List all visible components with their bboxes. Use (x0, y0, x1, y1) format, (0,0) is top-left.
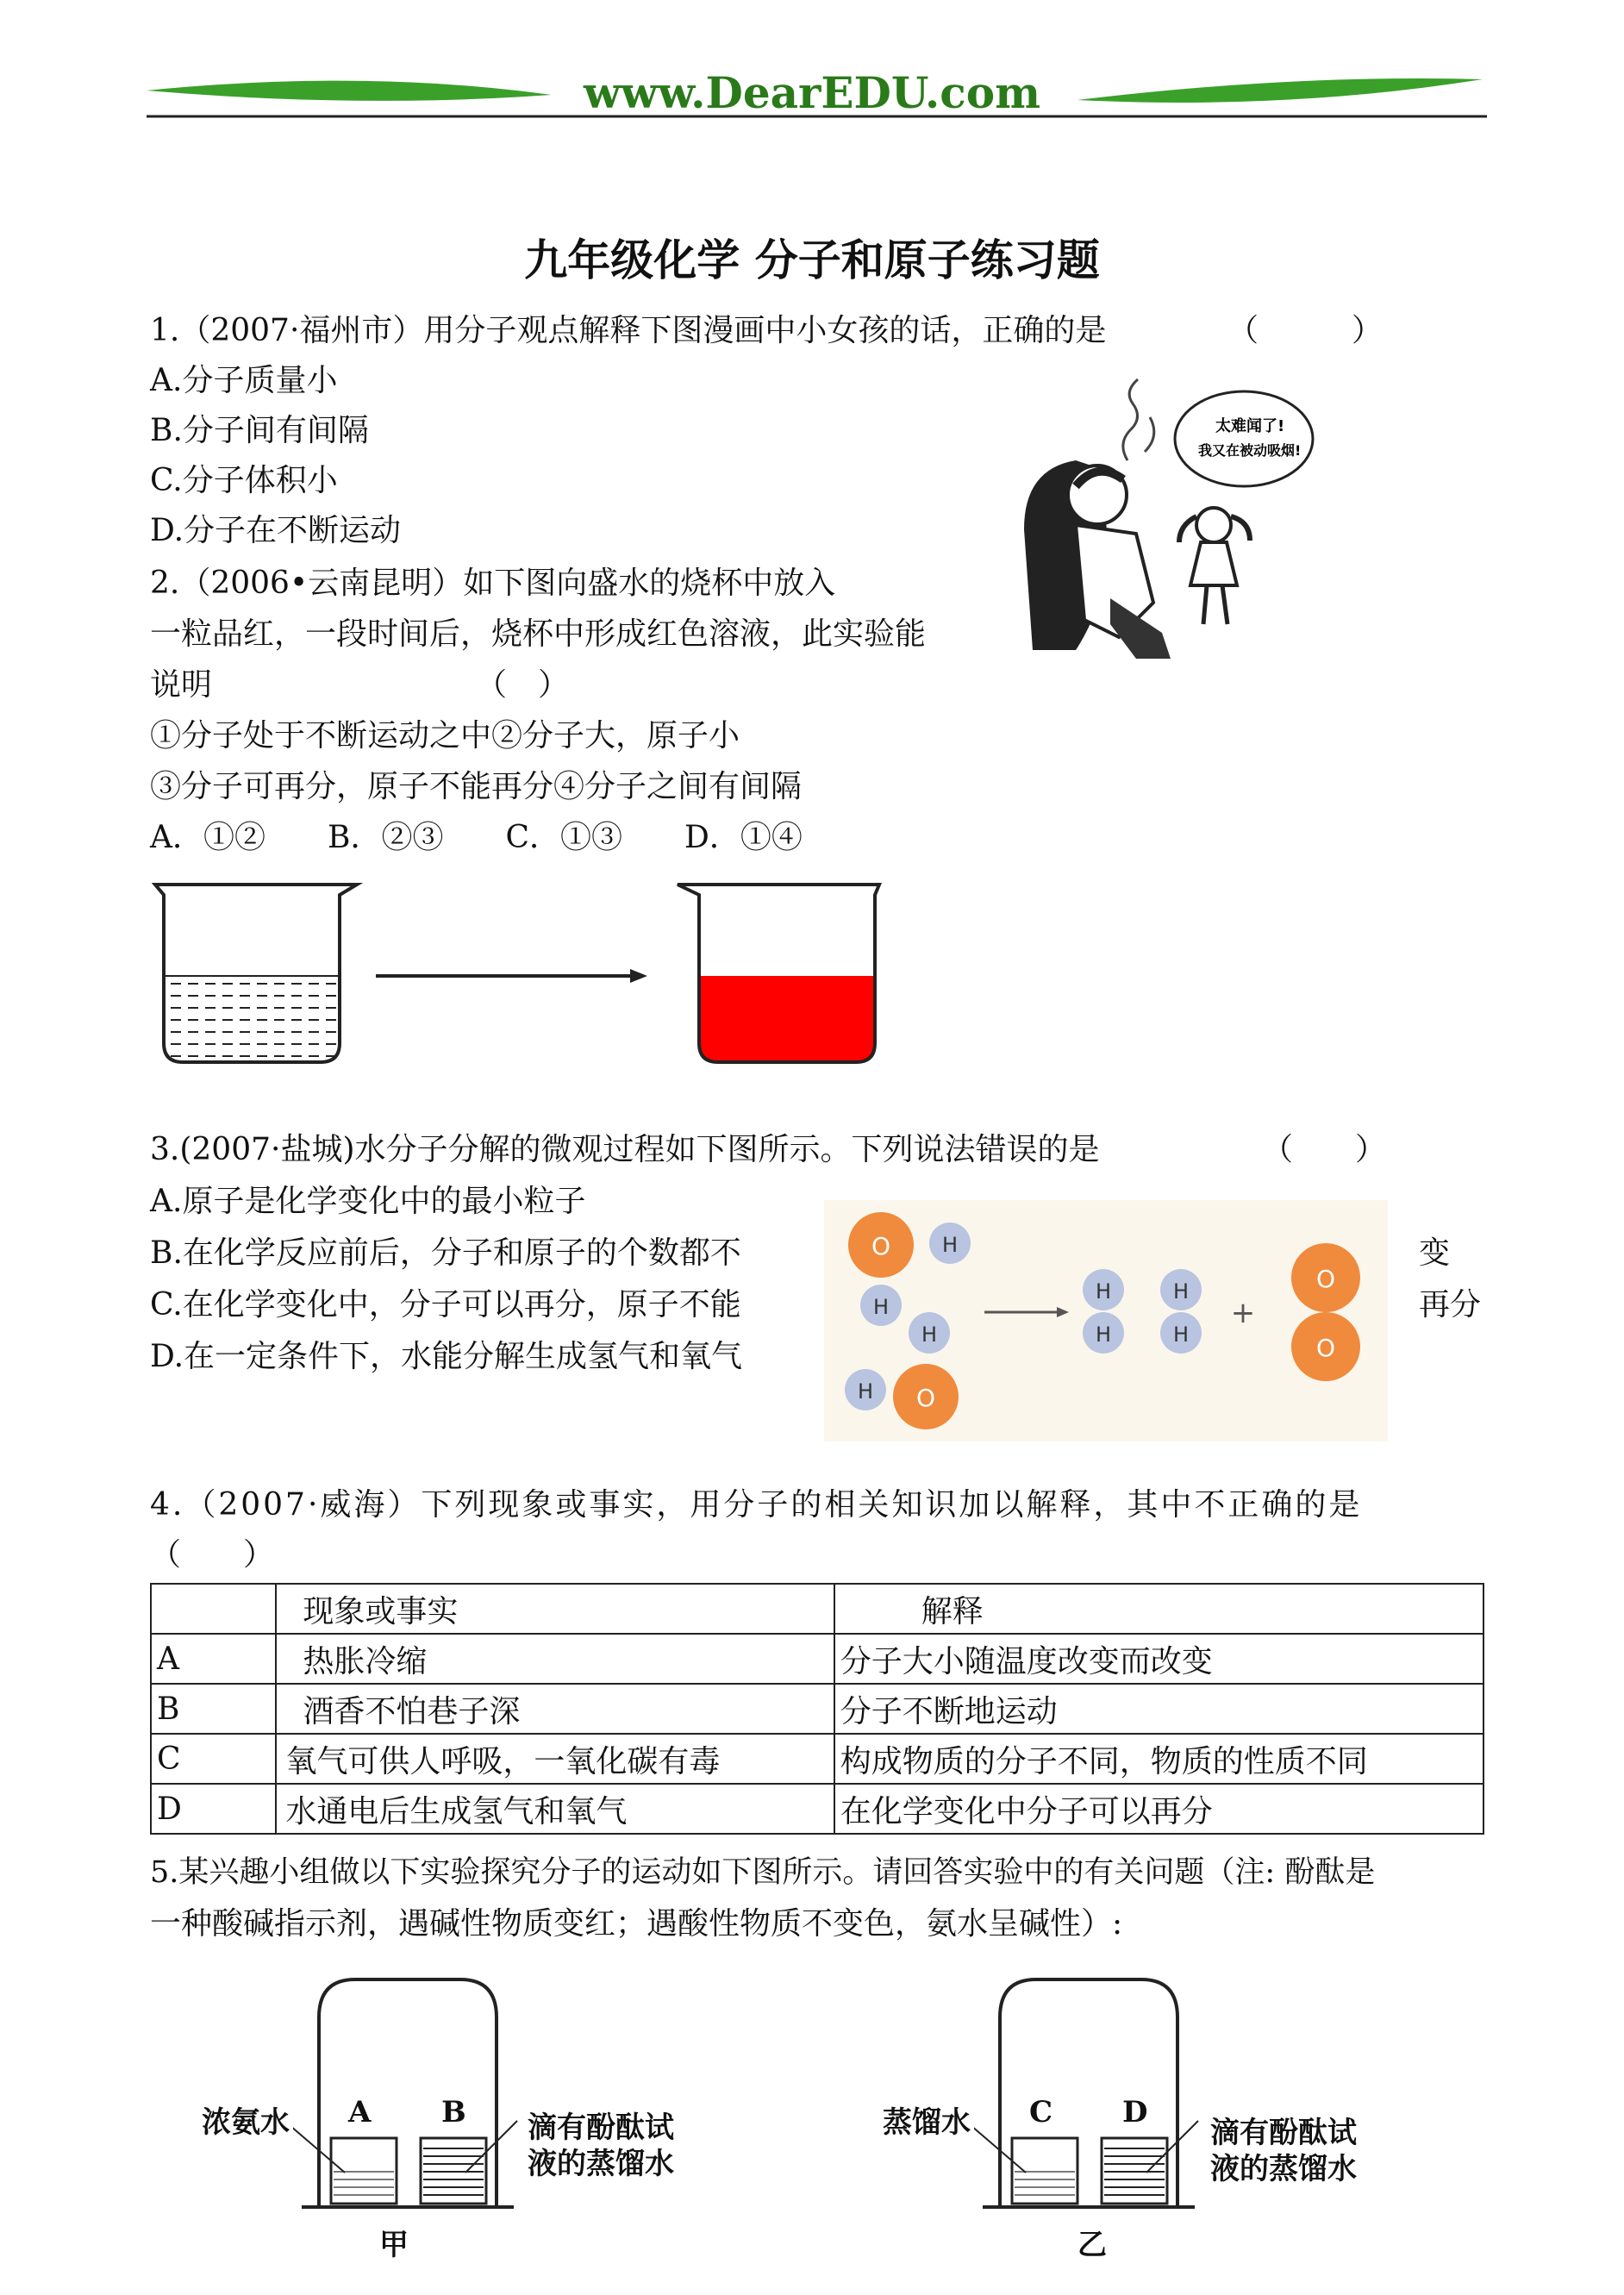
q2-line-2: 一粒品红，一段时间后，烧杯中形成红色溶液，此实验能 (150, 616, 927, 652)
table-cell: 酒香不怕巷子深 (276, 1684, 834, 1734)
svg-text:H: H (941, 1233, 959, 1257)
q3-option-c-tail: 再分 (1419, 1287, 1482, 1323)
smoke-icon (1123, 379, 1138, 460)
q1-option-d: D.分子在不断运动 (150, 513, 402, 548)
apparatus-jia (293, 1974, 526, 2224)
q4-table (150, 1583, 1484, 1835)
table-row (151, 1784, 1483, 1834)
smoking-cartoon-illustration (1015, 366, 1326, 676)
label-concentrated-ammonia: 浓氨水 (202, 2105, 290, 2140)
q4-answer-paren: （ ） (150, 1537, 275, 1573)
q1-option-a: A.分子质量小 (150, 363, 338, 398)
svg-text:H: H (1095, 1323, 1112, 1347)
plus-sign: + (1230, 1296, 1256, 1330)
label-b: B (441, 2095, 466, 2129)
q1-option-c: C.分子体积小 (150, 463, 338, 498)
q4-stem: 4.（2007·威海）下列现象或事实，用分子的相关知识加以解释，其中不正确的是 (150, 1487, 1363, 1523)
table-cell: 分子不断地运动 (834, 1684, 1483, 1734)
table-cell: C (151, 1734, 276, 1784)
q2-line-1: 2.（2006•云南昆明）如下图向盛水的烧杯中放入 (150, 566, 836, 601)
table-cell: 分子大小随温度改变而改变 (834, 1634, 1483, 1684)
q3-option-b: B.在化学反应前后，分子和原子的个数都不 (150, 1235, 741, 1271)
label-distilled-water: 蒸馏水 (883, 2105, 971, 2140)
svg-text:H: H (1095, 1279, 1112, 1304)
table-cell: 热胀冷缩 (276, 1634, 834, 1684)
table-cell: 氧气可供人呼吸，一氧化碳有毒 (276, 1734, 834, 1784)
bubble-line-2: 我又在被动吸烟! (1198, 442, 1302, 459)
q1-stem: 1.（2007·福州市）用分子观点解释下图漫画中小女孩的话，正确的是 (150, 313, 1107, 348)
svg-text:H: H (1172, 1323, 1190, 1347)
q1-answer-paren: （ ） (1227, 313, 1384, 348)
table-cell: 构成物质的分子不同，物质的性质不同 (834, 1734, 1483, 1784)
beaker-diagram (152, 881, 902, 1071)
q3-option-a: A.原子是化学变化中的最小粒子 (150, 1184, 586, 1219)
q2-line-3: 说明 （ ） (150, 667, 570, 703)
speech-bubble (1175, 391, 1313, 486)
q1-option-b: B.分子间有间隔 (150, 413, 369, 448)
table-row (151, 1634, 1483, 1684)
label-a: A (348, 2095, 372, 2129)
table-cell: A (151, 1634, 276, 1684)
q3-option-d: D.在一定条件下，水能分解生成氢气和氧气 (150, 1339, 743, 1374)
page-title: 九年级化学 分子和原子练习题 (524, 235, 1100, 285)
table-cell: 水通电后生成氢气和氧气 (276, 1784, 834, 1834)
q3-option-c: C.在化学变化中，分子可以再分，原子不能 (150, 1287, 741, 1323)
svg-text:H: H (857, 1379, 874, 1404)
table-header-row (151, 1584, 1483, 1634)
q2-statements-1: ①分子处于不断运动之中②分子大，原子小 (150, 718, 740, 754)
q3-answer-paren: （ ） (1262, 1132, 1387, 1167)
svg-text:H: H (921, 1323, 938, 1347)
q5-line-2: 一种酸碱指示剂，遇碱性物质变红；遇酸性物质不变色，氨水呈碱性）: (150, 1906, 1123, 1942)
svg-text:O: O (1315, 1334, 1336, 1362)
label-phenolphthalein-water-1: 滴有酚酞试 (1210, 2116, 1357, 2150)
table-cell: D (151, 1784, 276, 1834)
caption-yi: 乙 (1077, 2228, 1107, 2262)
label-phenolphthalein-water-1: 滴有酚酞试 (528, 2111, 674, 2145)
water-fill (164, 976, 340, 1062)
table-cell: 在化学变化中分子可以再分 (834, 1784, 1483, 1834)
table-cell (151, 1584, 276, 1634)
bubble-line-1: 太难闻了! (1215, 417, 1285, 435)
label-d: D (1122, 2095, 1148, 2129)
site-logo-text[interactable]: www.DearEDU.com (583, 67, 1040, 118)
svg-text:O: O (871, 1232, 891, 1260)
label-phenolphthalein-water-2: 液的蒸馏水 (528, 2147, 674, 2181)
q5-line-1: 5.某兴趣小组做以下实验探究分子的运动如下图所示。请回答实验中的有关问题（注: 酚酞是 (150, 1855, 1376, 1890)
table-header-cell: 现象或事实 (276, 1584, 834, 1634)
svg-text:O: O (915, 1384, 936, 1412)
q2-options: A．①② B．②③ C．①③ D．①④ (150, 820, 803, 855)
svg-text:H: H (1172, 1279, 1190, 1304)
table-cell: B (151, 1684, 276, 1734)
q3-stem: 3.(2007·盐城)水分子分解的微观过程如下图所示。下列说法错误的是 (150, 1132, 1100, 1167)
label-phenolphthalein-water-2: 液的蒸馏水 (1210, 2152, 1357, 2186)
apparatus-yi (974, 1974, 1207, 2224)
water-decomposition-diagram (824, 1200, 1388, 1441)
q2-statements-2: ③分子可再分，原子不能再分④分子之间有间隔 (150, 769, 803, 804)
red-solution-fill (699, 976, 875, 1062)
table-row (151, 1684, 1483, 1734)
svg-text:O: O (1315, 1265, 1336, 1293)
label-c: C (1029, 2095, 1053, 2129)
q3-option-b-tail: 变 (1419, 1235, 1451, 1271)
girl-head-icon (1196, 508, 1231, 542)
table-header-cell: 解释 (834, 1584, 1483, 1634)
table-row (151, 1734, 1483, 1784)
caption-jia: 甲 (379, 2228, 409, 2262)
svg-text:H: H (872, 1295, 890, 1319)
